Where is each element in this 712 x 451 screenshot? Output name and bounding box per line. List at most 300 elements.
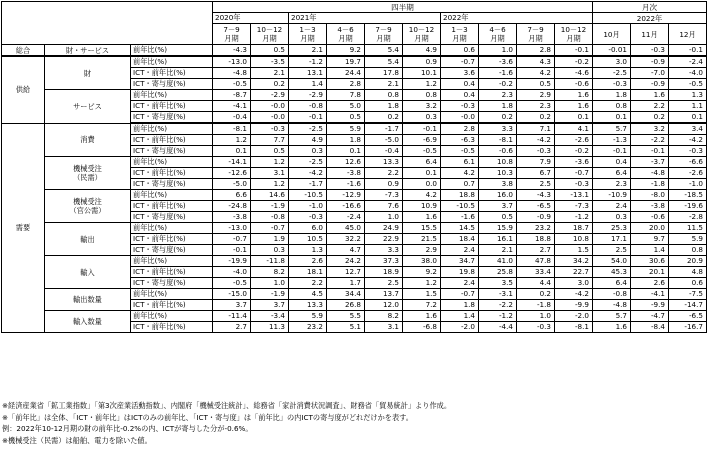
quarterly-value-cell: 37.3 (365, 256, 403, 267)
period-header: 4－6 月期 (327, 24, 365, 45)
monthly-header: 月次 (593, 2, 707, 13)
quarterly-value-cell: 1.0 (517, 311, 555, 322)
monthly-value-cell: 0.1 (669, 112, 707, 124)
quarterly-value-cell: -4.2 (517, 135, 555, 146)
quarterly-value-cell: -0.1 (555, 45, 593, 57)
quarterly-value-cell: -4.3 (213, 45, 251, 57)
monthly-value-cell: 0.3 (593, 212, 631, 223)
item-label: 輸出 (45, 223, 131, 256)
monthly-value-cell: -0.8 (593, 289, 631, 300)
monthly-value-cell: -0.9 (631, 79, 669, 90)
monthly-value-cell: -0.6 (631, 212, 669, 223)
monthly-value-cell: -0.1 (669, 45, 707, 57)
metric-label: ICT・前年比(%) (131, 300, 213, 311)
monthly-value-cell: -7.5 (669, 289, 707, 300)
quarterly-value-cell: 10.8 (479, 157, 517, 168)
quarterly-value-cell: 10.8 (555, 234, 593, 245)
monthly-value-cell: 1.6 (593, 322, 631, 333)
monthly-value-cell: 1.3 (669, 90, 707, 101)
quarterly-value-cell: 3.6 (441, 68, 479, 79)
quarterly-value-cell: -11.8 (251, 256, 289, 267)
quarterly-value-cell: 0.2 (251, 79, 289, 90)
item-label: 財 (45, 56, 131, 90)
quarterly-value-cell: -0.1 (403, 123, 441, 135)
monthly-value-cell: -0.1 (631, 146, 669, 157)
quarterly-value-cell: 3.1 (365, 322, 403, 333)
monthly-value-cell: -3.7 (631, 157, 669, 168)
quarterly-value-cell: -0.7 (213, 234, 251, 245)
quarterly-value-cell: 17.8 (365, 68, 403, 79)
quarterly-value-cell: -3.8 (213, 212, 251, 223)
quarterly-value-cell: 5.5 (327, 311, 365, 322)
quarterly-value-cell: 1.6 (555, 101, 593, 112)
quarterly-value-cell: -1.2 (555, 212, 593, 223)
monthly-value-cell: 3.2 (631, 123, 669, 135)
quarterly-value-cell: -2.4 (327, 212, 365, 223)
metric-label: 前年比(%) (131, 56, 213, 68)
quarterly-header: 四半期 (213, 2, 593, 13)
monthly-value-cell: -9.9 (631, 300, 669, 311)
quarterly-value-cell: -1.2 (289, 56, 327, 68)
monthly-value-cell: 20.9 (669, 256, 707, 267)
quarterly-value-cell: -0.5 (213, 278, 251, 289)
quarterly-value-cell: -7.3 (365, 190, 403, 201)
monthly-value-cell: 3.0 (593, 56, 631, 68)
monthly-value-cell: -1.8 (631, 179, 669, 190)
quarterly-value-cell: 7.9 (517, 157, 555, 168)
quarterly-value-cell: 21.5 (403, 234, 441, 245)
quarterly-value-cell: 8.2 (365, 311, 403, 322)
quarterly-value-cell: 7.8 (327, 90, 365, 101)
monthly-value-cell: 17.1 (593, 234, 631, 245)
quarterly-value-cell: 32.2 (327, 234, 365, 245)
quarterly-value-cell: 0.5 (479, 212, 517, 223)
quarterly-value-cell: -0.0 (251, 112, 289, 124)
quarterly-value-cell: 2.1 (365, 79, 403, 90)
quarterly-value-cell: 9.2 (403, 267, 441, 278)
item-label: 機械受注 （民需） (45, 157, 131, 190)
quarterly-value-cell: 0.9 (365, 179, 403, 190)
year-2020-header: 2020年 (213, 13, 289, 24)
quarterly-value-cell: 4.7 (327, 245, 365, 256)
quarterly-value-cell: 1.2 (251, 179, 289, 190)
quarterly-value-cell: 0.1 (327, 146, 365, 157)
quarterly-value-cell: 15.5 (403, 223, 441, 234)
monthly-value-cell: -3.8 (631, 201, 669, 212)
corner-cell (2, 2, 213, 45)
monthly-value-cell: -8.0 (631, 190, 669, 201)
quarterly-value-cell: 0.7 (441, 179, 479, 190)
monthly-value-cell: 6.4 (593, 168, 631, 179)
quarterly-value-cell: 45.0 (327, 223, 365, 234)
quarterly-value-cell: -0.5 (403, 146, 441, 157)
metric-label: ICT・寄与度(%) (131, 146, 213, 157)
quarterly-value-cell: -24.8 (213, 201, 251, 212)
monthly-value-cell: -4.1 (631, 289, 669, 300)
quarterly-value-cell: 5.4 (365, 56, 403, 68)
quarterly-value-cell: 6.6 (213, 190, 251, 201)
quarterly-value-cell: 1.0 (251, 278, 289, 289)
quarterly-value-cell: 6.4 (403, 157, 441, 168)
quarterly-value-cell: 2.8 (327, 79, 365, 90)
item-label: 消費 (45, 123, 131, 157)
quarterly-value-cell: 4.9 (289, 135, 327, 146)
quarterly-value-cell: 4.2 (517, 68, 555, 79)
monthly-value-cell: 0.1 (593, 112, 631, 124)
monthly-value-cell: 2.5 (593, 245, 631, 256)
quarterly-value-cell: -5.0 (213, 179, 251, 190)
monthly-value-cell: 11.5 (669, 223, 707, 234)
quarterly-value-cell: 1.7 (327, 278, 365, 289)
metric-label: 前年比(%) (131, 157, 213, 168)
quarterly-value-cell: -2.0 (555, 311, 593, 322)
quarterly-value-cell: 1.2 (251, 157, 289, 168)
quarterly-value-cell: 24.9 (365, 223, 403, 234)
quarterly-value-cell: 2.7 (213, 322, 251, 333)
quarterly-value-cell: 2.3 (479, 90, 517, 101)
quarterly-value-cell: 6.0 (289, 223, 327, 234)
quarterly-value-cell: -4.1 (213, 101, 251, 112)
monthly-value-cell: 1.6 (631, 90, 669, 101)
quarterly-value-cell: 8.2 (251, 267, 289, 278)
metric-label: ICT・前年比(%) (131, 267, 213, 278)
period-header: 1－3 月期 (289, 24, 327, 45)
quarterly-value-cell: 47.8 (517, 256, 555, 267)
quarterly-value-cell: 18.9 (365, 267, 403, 278)
monthly-value-cell: -1.0 (669, 179, 707, 190)
quarterly-value-cell: -1.8 (517, 300, 555, 311)
quarterly-value-cell: 0.0 (403, 179, 441, 190)
quarterly-value-cell: 0.2 (365, 112, 403, 124)
ict-statistics-table (1, 1, 707, 333)
quarterly-value-cell: -0.7 (251, 223, 289, 234)
quarterly-value-cell: 38.0 (403, 256, 441, 267)
quarterly-value-cell: -6.3 (441, 135, 479, 146)
quarterly-value-cell: -1.7 (289, 179, 327, 190)
quarterly-value-cell: 33.4 (517, 267, 555, 278)
quarterly-value-cell: 10.1 (403, 68, 441, 79)
quarterly-value-cell: 18.7 (555, 223, 593, 234)
quarterly-value-cell: 0.9 (403, 56, 441, 68)
footnote-machinery: ※機械受注（民需）は船舶、電力を除いた値。 (2, 435, 152, 445)
monthly-value-cell: 1.4 (631, 245, 669, 256)
quarterly-value-cell: 0.2 (479, 112, 517, 124)
quarterly-value-cell: 14.5 (441, 223, 479, 234)
quarterly-value-cell: -3.6 (479, 56, 517, 68)
quarterly-value-cell: 1.8 (479, 101, 517, 112)
quarterly-value-cell: -13.0 (213, 56, 251, 68)
quarterly-value-cell: -2.5 (289, 157, 327, 168)
quarterly-value-cell: -1.9 (251, 289, 289, 300)
quarterly-value-cell: 1.2 (213, 135, 251, 146)
quarterly-value-cell: 16.1 (479, 234, 517, 245)
quarterly-value-cell: -14.1 (213, 157, 251, 168)
quarterly-value-cell: 9.2 (327, 45, 365, 57)
quarterly-value-cell: 1.8 (365, 101, 403, 112)
quarterly-value-cell: 2.9 (403, 245, 441, 256)
quarterly-value-cell: -8.7 (213, 90, 251, 101)
monthly-value-cell: -6.5 (669, 311, 707, 322)
quarterly-value-cell: 5.9 (289, 311, 327, 322)
quarterly-value-cell: 0.4 (441, 79, 479, 90)
quarterly-value-cell: -0.2 (479, 79, 517, 90)
metric-label: ICT・寄与度(%) (131, 245, 213, 256)
quarterly-value-cell: -2.9 (289, 90, 327, 101)
quarterly-value-cell: -1.9 (251, 201, 289, 212)
quarterly-value-cell: 3.7 (251, 300, 289, 311)
quarterly-value-cell: 2.5 (517, 179, 555, 190)
quarterly-value-cell: 0.5 (327, 112, 365, 124)
monthly-value-cell: 1.1 (669, 101, 707, 112)
quarterly-value-cell: -0.0 (251, 101, 289, 112)
monthly-value-cell: -14.7 (669, 300, 707, 311)
metric-label: ICT・寄与度(%) (131, 212, 213, 223)
quarterly-value-cell: -1.6 (441, 212, 479, 223)
monthly-value-cell: 0.4 (593, 157, 631, 168)
monthly-value-cell: -0.01 (593, 45, 631, 57)
quarterly-value-cell: -0.4 (365, 146, 403, 157)
monthly-value-cell: -2.4 (669, 56, 707, 68)
quarterly-value-cell: -12.6 (213, 168, 251, 179)
monthly-value-cell: 20.1 (631, 267, 669, 278)
metric-label: 前年比(%) (131, 190, 213, 201)
item-label: 機械受注 （官公需） (45, 190, 131, 223)
quarterly-value-cell: 10.9 (403, 201, 441, 212)
quarterly-value-cell: 6.1 (441, 157, 479, 168)
quarterly-value-cell: -8.1 (479, 135, 517, 146)
footnote-sources: ※経済産業省「鉱工業指数」「第3次産業活動指数」、内閣府「機械受注統計」、総務省「家計消費状況調査」、財務省「貿易統計」より作成。 (2, 401, 452, 410)
quarterly-value-cell: 2.4 (441, 245, 479, 256)
metric-label: ICT・前年比(%) (131, 68, 213, 79)
table-row (2, 123, 707, 135)
quarterly-value-cell: 2.2 (365, 168, 403, 179)
quarterly-value-cell: 2.1 (251, 68, 289, 79)
quarterly-value-cell: 19.8 (441, 267, 479, 278)
metric-label: 前年比(%) (131, 90, 213, 101)
quarterly-value-cell: -0.5 (441, 146, 479, 157)
quarterly-value-cell: 25.8 (479, 267, 517, 278)
quarterly-value-cell: 1.5 (403, 289, 441, 300)
quarterly-value-cell: -0.2 (555, 146, 593, 157)
monthly-value-cell: -10.9 (593, 190, 631, 201)
quarterly-value-cell: 1.4 (441, 311, 479, 322)
monthly-value-cell: -2.6 (669, 168, 707, 179)
quarterly-value-cell: 3.2 (403, 101, 441, 112)
quarterly-value-cell: 1.6 (403, 212, 441, 223)
quarterly-value-cell: -6.8 (403, 322, 441, 333)
quarterly-value-cell: -0.3 (555, 179, 593, 190)
quarterly-value-cell: -0.3 (517, 146, 555, 157)
quarterly-value-cell: 2.8 (441, 123, 479, 135)
metric-label: ICT・前年比(%) (131, 322, 213, 333)
monthly-value-cell: 20.0 (631, 223, 669, 234)
footnote-example: 例：2022年10-12月期の財の前年比-0.2%の内、ICTが寄与した分が-0.6%。 (2, 424, 253, 433)
monthly-value-cell: -4.0 (669, 68, 707, 79)
quarterly-value-cell: 1.5 (555, 245, 593, 256)
quarterly-value-cell: -3.8 (327, 168, 365, 179)
quarterly-value-cell: 3.0 (555, 278, 593, 289)
quarterly-value-cell: -4.0 (213, 267, 251, 278)
quarterly-value-cell: 12.0 (365, 300, 403, 311)
quarterly-value-cell: 5.1 (327, 322, 365, 333)
quarterly-value-cell: 2.1 (289, 45, 327, 57)
quarterly-value-cell: 10.5 (289, 234, 327, 245)
quarterly-value-cell: 1.8 (441, 300, 479, 311)
quarterly-value-cell: 0.2 (517, 289, 555, 300)
quarterly-value-cell: 5.4 (365, 45, 403, 57)
quarterly-value-cell: -5.0 (365, 135, 403, 146)
metric-label: 前年比(%) (131, 256, 213, 267)
quarterly-value-cell: 3.7 (479, 201, 517, 212)
period-header: 7－9 月期 (517, 24, 555, 45)
quarterly-value-cell: -12.9 (327, 190, 365, 201)
quarterly-value-cell: -0.3 (289, 212, 327, 223)
quarterly-value-cell: 41.0 (479, 256, 517, 267)
monthly-value-cell: 2.3 (593, 179, 631, 190)
quarterly-value-cell: 0.5 (251, 146, 289, 157)
monthly-value-cell: -2.8 (669, 212, 707, 223)
quarterly-value-cell: 1.2 (403, 79, 441, 90)
table-row (2, 289, 707, 300)
table-row (2, 311, 707, 322)
quarterly-value-cell: 0.8 (365, 90, 403, 101)
quarterly-value-cell: -0.0 (441, 112, 479, 124)
monthly-value-cell: 30.6 (631, 256, 669, 267)
quarterly-value-cell: 3.1 (251, 168, 289, 179)
table-row (2, 56, 707, 68)
monthly-value-cell: -0.5 (669, 79, 707, 90)
monthly-value-cell: -1.3 (593, 135, 631, 146)
monthly-value-cell: -0.1 (593, 146, 631, 157)
quarterly-value-cell: -2.0 (441, 322, 479, 333)
metric-label: ICT・前年比(%) (131, 168, 213, 179)
monthly-value-cell: 45.3 (593, 267, 631, 278)
quarterly-value-cell: 1.0 (365, 212, 403, 223)
footnote-definitions: ※「前年比」は全体、「ICT・前年比」はICTのみの前年比、「ICT・寄与度」は「前年比」の内ICTの寄与度がどれだけかを表す。 (2, 412, 413, 422)
period-header: 10－12 月期 (251, 24, 289, 45)
quarterly-value-cell: 1.4 (289, 79, 327, 90)
item-label: 財・サービス (45, 45, 131, 57)
quarterly-value-cell: 15.9 (479, 223, 517, 234)
monthly-value-cell: 4.8 (669, 267, 707, 278)
quarterly-value-cell: 4.9 (403, 45, 441, 57)
year-2022-header: 2022年 (441, 13, 593, 24)
quarterly-value-cell: -3.1 (479, 289, 517, 300)
quarterly-value-cell: -0.1 (213, 245, 251, 256)
quarterly-value-cell: -2.2 (479, 300, 517, 311)
quarterly-value-cell: -8.1 (213, 123, 251, 135)
quarterly-value-cell: 2.4 (441, 278, 479, 289)
quarterly-value-cell: 4.3 (517, 56, 555, 68)
quarterly-value-cell: -4.4 (479, 322, 517, 333)
quarterly-value-cell: -13.1 (555, 190, 593, 201)
monthly-value-cell: -4.2 (669, 135, 707, 146)
item-label: 輸出数量 (45, 289, 131, 311)
quarterly-value-cell: -4.8 (213, 68, 251, 79)
quarterly-value-cell: -2.6 (555, 135, 593, 146)
quarterly-value-cell: -0.8 (251, 212, 289, 223)
group-label: 総合 (2, 45, 45, 57)
monthly-value-cell: 9.7 (631, 234, 669, 245)
period-header: 7－9 月期 (365, 24, 403, 45)
quarterly-value-cell: 0.1 (555, 112, 593, 124)
quarterly-value-cell: -1.0 (289, 201, 327, 212)
quarterly-value-cell: -4.6 (555, 68, 593, 79)
quarterly-value-cell: 22.9 (365, 234, 403, 245)
quarterly-value-cell: 10.3 (479, 168, 517, 179)
quarterly-value-cell: -3.5 (251, 56, 289, 68)
monthly-value-cell: -6.6 (669, 157, 707, 168)
quarterly-value-cell: -16.6 (327, 201, 365, 212)
monthly-value-cell: 3.4 (669, 123, 707, 135)
quarterly-value-cell: 7.6 (365, 201, 403, 212)
quarterly-value-cell: 2.8 (517, 45, 555, 57)
quarterly-value-cell: 0.5 (517, 79, 555, 90)
quarterly-value-cell: 34.4 (327, 289, 365, 300)
quarterly-value-cell: 18.8 (441, 190, 479, 201)
quarterly-value-cell: 1.0 (479, 45, 517, 57)
quarterly-value-cell: 22.7 (555, 267, 593, 278)
quarterly-value-cell: 0.3 (403, 112, 441, 124)
quarterly-value-cell: 3.3 (479, 123, 517, 135)
monthly-value-cell: -8.4 (631, 322, 669, 333)
quarterly-value-cell: -0.3 (251, 123, 289, 135)
monthly-value-cell: -4.8 (631, 168, 669, 179)
period-header: 1－3 月期 (441, 24, 479, 45)
quarterly-value-cell: 2.6 (289, 256, 327, 267)
monthly-value-cell: 2.4 (593, 201, 631, 212)
quarterly-value-cell: -13.0 (213, 223, 251, 234)
quarterly-value-cell: 1.9 (251, 234, 289, 245)
group-label: 供給 (2, 56, 45, 123)
quarterly-value-cell: 24.4 (327, 68, 365, 79)
quarterly-value-cell: 0.1 (213, 146, 251, 157)
period-header: 7－9 月期 (213, 24, 251, 45)
monthly-value-cell: -19.6 (669, 201, 707, 212)
metric-label: ICT・前年比(%) (131, 234, 213, 245)
quarterly-value-cell: 0.3 (251, 245, 289, 256)
quarterly-value-cell: 3.5 (479, 278, 517, 289)
item-label: サービス (45, 90, 131, 124)
quarterly-value-cell: 0.2 (517, 112, 555, 124)
monthly-value-cell: -18.5 (669, 190, 707, 201)
item-label: 輸入数量 (45, 311, 131, 333)
table-row (2, 223, 707, 234)
quarterly-value-cell: -11.4 (213, 311, 251, 322)
monthly-value-cell: 54.0 (593, 256, 631, 267)
quarterly-value-cell: 18.8 (517, 234, 555, 245)
metric-label: ICT・前年比(%) (131, 201, 213, 212)
quarterly-value-cell: -1.6 (479, 68, 517, 79)
month-header: 11月 (631, 24, 669, 45)
monthly-value-cell: 25.3 (593, 223, 631, 234)
metric-label: ICT・前年比(%) (131, 135, 213, 146)
year-2022-monthly-header: 2022年 (593, 13, 707, 24)
monthly-value-cell: -0.3 (669, 146, 707, 157)
table-row (2, 90, 707, 101)
table-row (2, 256, 707, 267)
monthly-value-cell: 2.6 (631, 278, 669, 289)
quarterly-value-cell: -0.6 (479, 146, 517, 157)
monthly-value-cell: -16.7 (669, 322, 707, 333)
metric-label: 前年比(%) (131, 289, 213, 300)
quarterly-value-cell: 1.2 (403, 278, 441, 289)
metric-label: 前年比(%) (131, 311, 213, 322)
quarterly-value-cell: -0.5 (213, 79, 251, 90)
quarterly-value-cell: 2.5 (365, 278, 403, 289)
quarterly-value-cell: -9.9 (555, 300, 593, 311)
quarterly-value-cell: 13.1 (289, 68, 327, 79)
